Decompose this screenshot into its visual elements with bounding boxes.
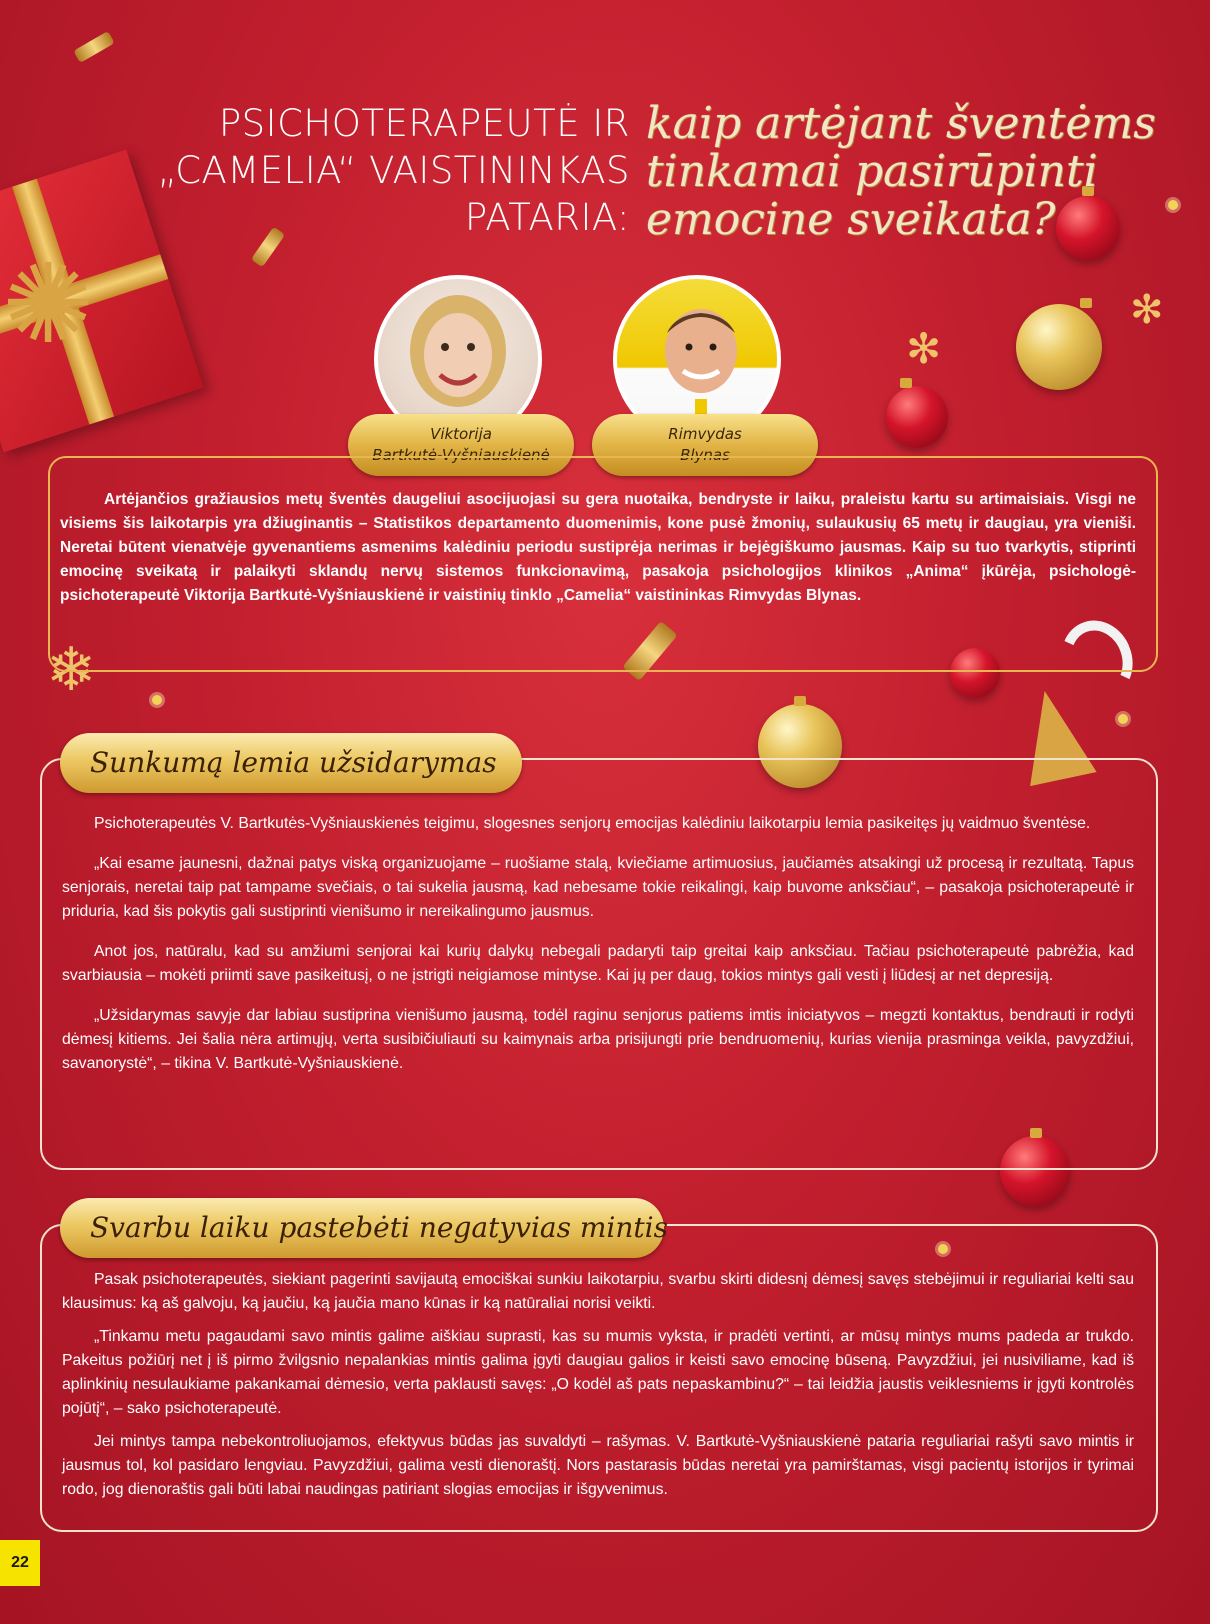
intro-paragraph: Artėjančios gražiausios metų šventės daugeliui asocijuojasi su gera nuotaika, bendryste ir laiku, praleistu kartu su artimaisiais. Visgi ne visiems šis laikotarpis yra džiuginantis – Statistikos departamento duomenimis, kone pusė žmonių, sulaukusių 65 metų ir daugiau, yra vieniši. Neretai būtent vienatvėje gyvenantiems asmenims kalėdiniu periodu sustiprėja nerimas ir bejėgiškumo jausmas. Kaip su tuo tvarkytis, stiprinti emocinę sveikatą ir palaikyti sklandų nervų sistemos funkcionavimą, pasakoja psichologijos klinikos „Anima“ įkūrėja, psichologė-psichoterapeutė Viktorija Bartkutė-Vyšniauskienė ir vaistinių tinklo „Camelia“ vaistininkas Rimvydas Blynas. — [60, 491, 1136, 604]
gold-ornament-decoration — [1016, 304, 1102, 390]
red-ornament-decoration — [886, 386, 948, 448]
sparkle-dot — [1168, 200, 1178, 210]
section-heading: Svarbu laiku pastebėti negatyvias mintis — [60, 1198, 664, 1258]
section-body — [62, 812, 1134, 1092]
headline-line: „CAMELIA“ VAISTININKAS — [157, 149, 630, 192]
snowflake-icon: ✻ — [906, 325, 942, 372]
body-paragraph: Psichoterapeutės V. Bartkutės-Vyšniauskienės teigimu, slogesnes senjorų emocijas kalėdiniu laikotarpiu lemia pasikeitęs jų vaidmuo šventėse. — [94, 815, 1091, 832]
snowflake-icon: ❄ — [46, 636, 97, 703]
bow-decoration: ✺ — [2, 243, 95, 366]
headline-line: emocine sveikata? — [646, 194, 1056, 245]
ornament-cap — [900, 378, 912, 388]
body-paragraph: Anot jos, natūralu, kad su amžiumi senjorai kai kurių dalykų nebegali padaryti taip greitai kaip anksčiau. Tačiau psichoterapeutė pabrėžia, kad svarbiausia – mokėti priimti save pasikeitusį, o ne įstrigti neigiamose mintyse. Kai jų per daug, tokios mintys gali vesti į liūdesį ar net depresiją. — [62, 943, 1134, 984]
body-paragraph: „Užsidarymas savyje dar labiau sustiprina vienišumo jausmą, todėl raginu senjorus patiems imtis iniciatyvos – megzti kontaktus, bendrauti ir rodyti dėmesį kitiems. Jei šalia nėra artimųjų, verta susibičiuliauti su kaimynais arba prisijungti prie bendruomenių, kurias vienija prasminga veikla, pavyzdžiui, savanorystė“, – tikina V. Bartkutė-Vyšniauskienė. — [62, 1007, 1134, 1072]
sparkle-dot — [152, 695, 162, 705]
confetti-decoration — [73, 31, 115, 63]
expert-first-name: Rimvydas — [668, 425, 742, 443]
headline-line: PATARIA: — [464, 196, 630, 239]
expert-last-name: Blynas — [680, 446, 730, 464]
expert-first-name: Viktorija — [430, 425, 492, 443]
section-heading: Sunkumą lemia užsidarymas — [60, 733, 522, 793]
page-number: 22 — [0, 1540, 40, 1586]
section-body — [62, 1268, 1134, 1511]
headline-line: PSICHOTERAPEUTĖ IR — [218, 102, 630, 145]
body-paragraph: „Kai esame jaunesni, dažnai patys viską organizuojame – ruošiame stalą, kviečiame artimuosius, jaučiamės atsakingi už procesą ir rezultatą. Tapus senjorais, neretai taip pat tampame svečiais, o tai sukelia jausmą, kad nebesame tokie reikalingi, kaip buvome anksčiau“, – pasakoja psichoterapeutė ir priduria, kad šis pokytis gali sustiprinti vienišumo ir nereikalingumo jausmus. — [62, 855, 1134, 920]
ornament-cap — [794, 696, 806, 706]
headline-line: kaip artėjant šventėms — [646, 98, 1156, 149]
expert-last-name: Bartkutė-Vyšniauskienė — [372, 446, 550, 464]
body-paragraph: Jei mintys tampa nebekontroliuojamos, efektyvus būdas jas suvaldyti – rašymas. V. Bartkutė-Vyšniauskienė pataria reguliariai rašyti savo mintis ir jausmus tol, kol pasidaro lengviau. Pavyzdžiui, galima vesti dienoraštį. Nors pastarasis būdas neretai yra pamirštamas, visgi pacientų istorijos ir tyrimai rodo, jog dienoraštis gali būti labai naudingas patiriant slogias emocijas ir išgyvenimus. — [62, 1433, 1134, 1498]
snowflake-icon: ✻ — [1130, 288, 1164, 332]
headline-left — [90, 100, 630, 241]
sparkle-dot — [1118, 714, 1128, 724]
headline-right — [646, 98, 1156, 245]
body-paragraph: Pasak psichoterapeutės, siekiant pagerinti savijautą emociškai sunkiu laikotarpiu, svarbu skirti didesnį dėmesį savęs stebėjimui ir reguliariai kelti sau klausimus: ką aš galvoju, ką jaučiu, ką jaučia mano kūnas ir ką natūraliai norisi veikti. — [62, 1271, 1134, 1312]
body-paragraph: „Tinkamu metu pagaudami savo mintis galime aiškiau suprasti, kas su mumis vyksta, ir pradėti vertinti, ar mūsų mintys mums padeda ar trukdo. Pakeitus požiūrį net į iš pirmo žvilgsnio nepalankias mintis galima įgyti daugiau galios ir keisti savo emocinę būseną. Pavyzdžiui, jei nusiviliame, kad iš aplinkinių nesulaukiame pakankamai dėmesio, verta paklausti savęs: „O kodėl aš pats nepaskambinu?“ – tai leidžia jaustis veiklesniems ir įgyti kontrolės pojūtį“, – sako psichoterapeutė. — [62, 1328, 1134, 1417]
headline-line: tinkamai pasirūpinti — [646, 146, 1098, 197]
ornament-cap — [1080, 298, 1092, 308]
